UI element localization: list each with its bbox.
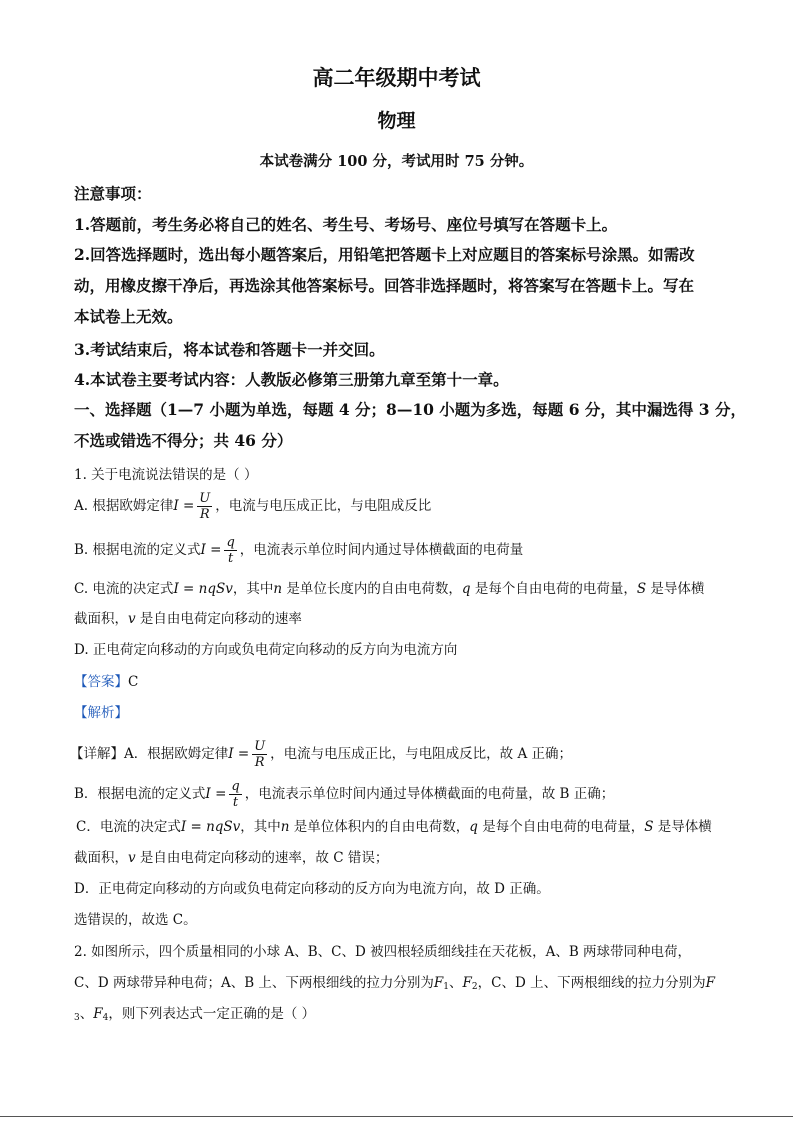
q1-explain-c-line-2: 截面积，v 是自由电荷定向移动的速率，故 C 错误； [74, 850, 389, 866]
note-4: 4.本试卷主要考试内容：人教版必修第三册第九章至第十一章。 [74, 370, 509, 389]
note-2-line-2: 动，用橡皮擦干净后，再选涂其他答案标号。回答非选择题时，将答案写在答题卡上。写在 [74, 276, 695, 295]
q1-analysis-tag: 【解析】 [74, 705, 128, 721]
ohm-fraction: $\frac{U}{R}$ [199, 491, 211, 522]
q2-line-2: C、D 两球带异种电荷；A、B 上、下两根细线的拉力分别为$F_1$、$F_2$，C、D 上、下两根细线的拉力分别为F [74, 975, 715, 992]
current-definition-fraction-explain: $\frac{q}{t}$ [231, 779, 240, 810]
section-1-line-2: 不选或错选不得分；共 46 分） [74, 431, 293, 450]
q1-explain-c-line-1: C．电流的决定式I = nqSv，其中n 是单位体积内的自由电荷数，q 是每个自由电荷的电荷量，S 是导体横 [76, 819, 712, 835]
note-3: 3.考试结束后，将本试卷和答题卡一并交回。 [74, 340, 385, 359]
q2-line-1: 2. 如图所示，四个质量相同的小球 A、B、C、D 被四根轻质细线挂在天花板，A、B 两球带同种电荷， [74, 944, 692, 960]
current-definition-fraction: $\frac{q}{t}$ [226, 535, 235, 566]
note-2-line-1: 2.回答选择题时，选出每小题答案后，用铅笔把答题卡上对应题目的答案标号涂黑。如需改 [74, 245, 695, 264]
section-1-line-1: 一、选择题（1—7 小题为单选，每题 4 分；8—10 小题为多选，每题 6 分，其中漏选得 3 分， [74, 400, 746, 419]
q1-explain-b: B．根据电流的定义式I = $\frac{q}{t}$ ，电流表示单位时间内通过导体横截面的电荷量，故 B 正确； [74, 779, 615, 810]
q1-option-b: B. 根据电流的定义式I = $\frac{q}{t}$ ，电流表示单位时间内通过导体横截面的电荷量 [74, 535, 524, 566]
q1-stem: 1. 关于电流说法错误的是（ ） [74, 467, 258, 483]
note-1: 1.答题前，考生务必将自己的姓名、考生号、考场号、座位号填写在答题卡上。 [74, 215, 618, 234]
q1-explain-a: 【详解】A．根据欧姆定律I = $\frac{U}{R}$ ，电流与电压成正比，与电阻成反比，故 A 正确； [70, 739, 573, 770]
q1-option-c-line-2: 截面积，v 是自由电荷定向移动的速率 [74, 611, 302, 627]
q1-option-c-line-1: C. 电流的决定式I = nqSv，其中n 是单位长度内的自由电荷数，q 是每个自由电荷的电荷量，S 是导体横 [74, 581, 705, 597]
q1-answer: 【答案】C [74, 674, 139, 690]
q1-option-a: A. 根据欧姆定律I = $\frac{U}{R}$ ，电流与电压成正比，与电阻成反比 [74, 491, 432, 522]
page-bottom-rule [0, 1116, 793, 1117]
subject-title: 物理 [377, 110, 416, 132]
ohm-fraction-explain: $\frac{U}{R}$ [254, 739, 266, 770]
q1-conclusion: 选错误的，故选 C。 [74, 912, 197, 928]
exam-info: 本试卷满分 100 分，考试用时 75 分钟。 [259, 153, 534, 170]
answer-tag: 【答案】 [74, 674, 128, 690]
q1-explain-d: D．正电荷定向移动的方向或负电荷定向移动的反方向为电流方向，故 D 正确。 [74, 881, 550, 897]
q1-option-d: D. 正电荷定向移动的方向或负电荷定向移动的反方向为电流方向 [74, 642, 458, 658]
q2-line-3: $_3$、$F_4$，则下列表达式一定正确的是（ ） [74, 1006, 316, 1023]
notes-heading: 注意事项： [74, 184, 152, 203]
note-2-line-3: 本试卷上无效。 [74, 307, 183, 326]
exam-title: 高二年级期中考试 [312, 65, 481, 90]
